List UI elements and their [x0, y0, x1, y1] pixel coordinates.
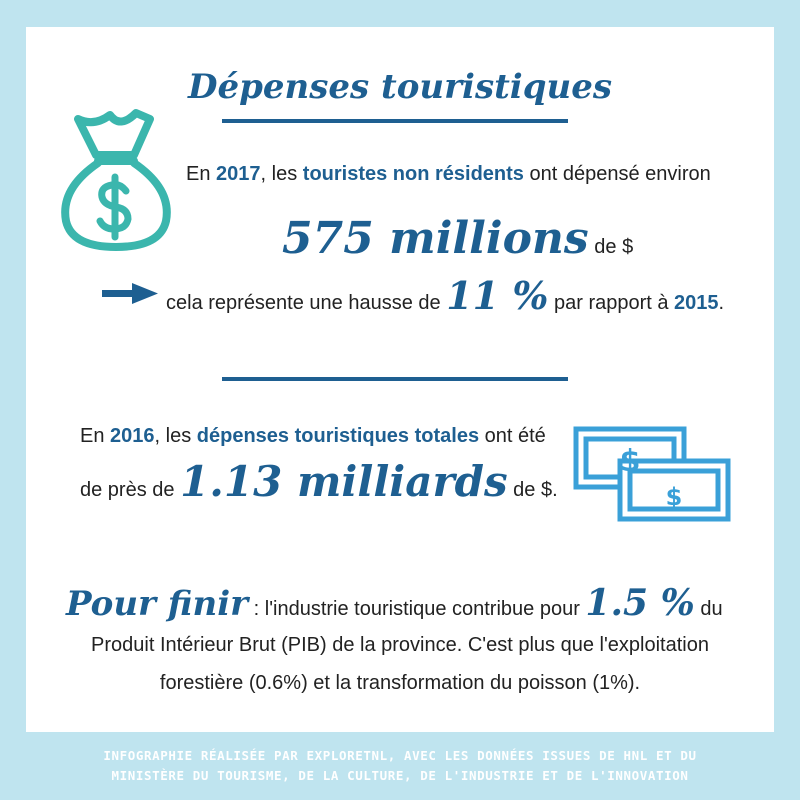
- dollar-bills-icon: [572, 425, 732, 525]
- amount-575-millions: 575 millions: [282, 213, 589, 264]
- arrow-right-icon: [102, 282, 158, 304]
- amount-1-13-billion: 1.13 milliards: [180, 457, 508, 506]
- credits-footer: [0, 746, 800, 786]
- section3-line2: Produit Intérieur Brut (PIB) de la province. C'est plus que l'exploitation: [91, 634, 709, 656]
- year-2016: 2016: [110, 425, 155, 447]
- total-tourist-spending: dépenses touristiques totales: [196, 425, 480, 447]
- title-underline: [222, 119, 568, 123]
- section1-line1: En 2017, les touristes non résidents ont dépensé environ: [186, 163, 711, 185]
- credits-line2: MINISTÈRE DU TOURISME, DE LA CULTURE, DE L'INDUSTRIE ET DE L'INNOVATION: [111, 768, 689, 783]
- credits-line1: INFOGRAPHIE RÉALISÉE PAR EXPLORETNL, AVEC LES DONNÉES ISSUES DE HNL ET DU: [103, 748, 697, 763]
- section1-amount-line: 575 millions de $: [282, 213, 634, 264]
- gdp-percent: 1.5 %: [585, 582, 695, 624]
- increase-percent: 11 %: [446, 273, 549, 318]
- page-title: Dépenses touristiques: [188, 67, 612, 107]
- section2-line2: de près de 1.13 milliards de $.: [80, 457, 558, 506]
- section1-increase-line: cela représente une hausse de 11 % par rapport à 2015.: [166, 273, 725, 318]
- money-bag-icon: [54, 103, 180, 253]
- conclusion-lead: Pour finir: [66, 584, 249, 624]
- year-2015: 2015: [674, 292, 719, 314]
- non-resident-tourists: touristes non résidents: [302, 163, 524, 185]
- year-2017: 2017: [216, 163, 261, 185]
- section-divider: [222, 377, 568, 381]
- svg-text:$: $: [665, 483, 683, 511]
- section3-line3: forestière (0.6%) et la transformation du poisson (1%).: [159, 672, 641, 694]
- section3-line1: Pour finir : l'industrie touristique contribue pour 1.5 % du: [66, 582, 723, 624]
- infographic-card: [26, 27, 774, 732]
- svg-text:$: $: [619, 444, 641, 479]
- section2-line1: En 2016, les dépenses touristiques totales ont été: [80, 425, 546, 447]
